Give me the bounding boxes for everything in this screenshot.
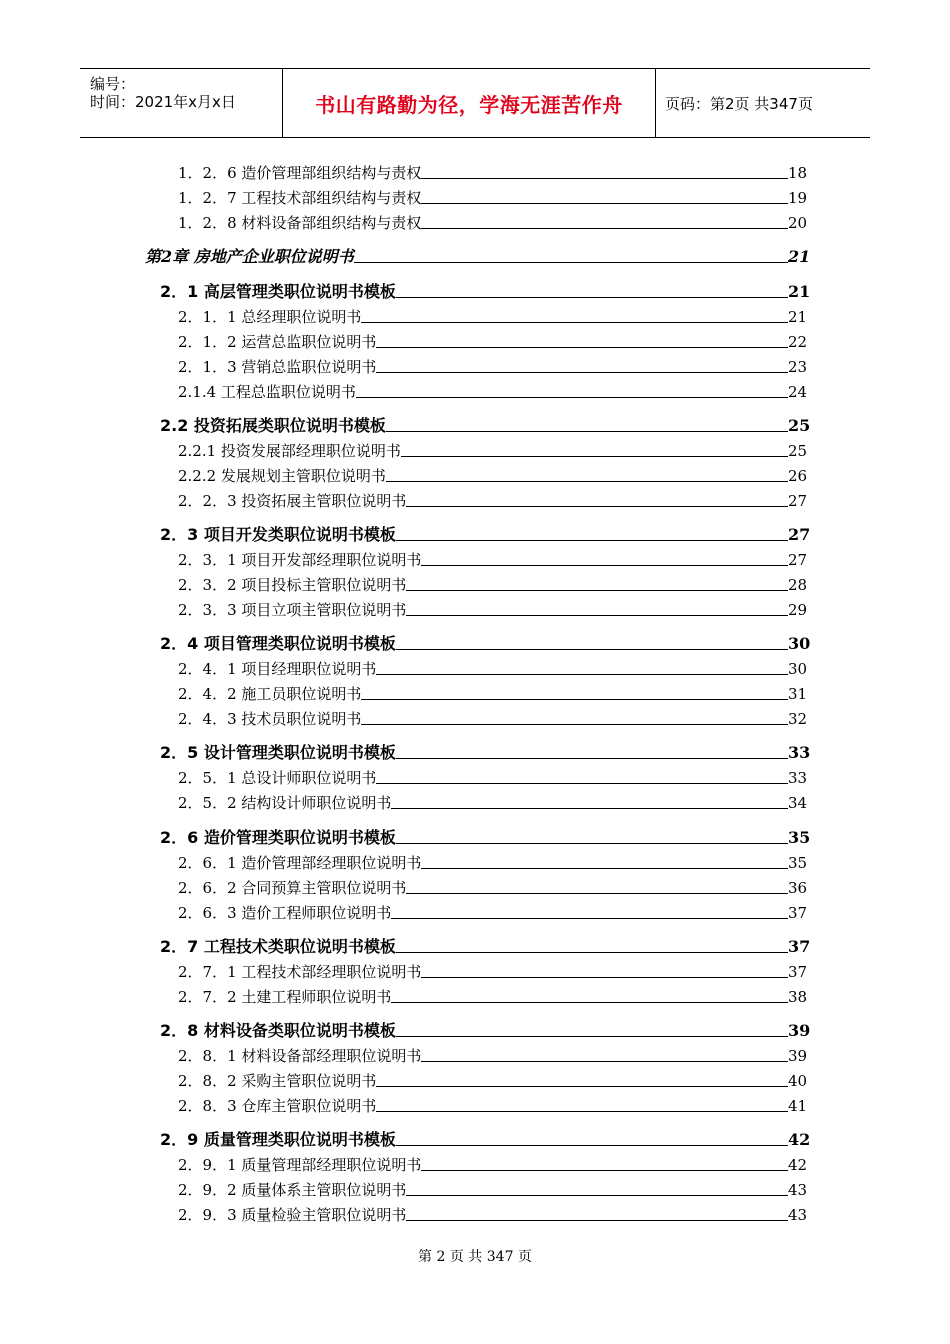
toc-entry-page: 19 <box>788 189 808 207</box>
toc-entry-label: 2．8．2 采购主管职位说明书 <box>178 1072 377 1090</box>
toc-leader-line <box>396 842 788 844</box>
toc-leader-line <box>421 202 788 204</box>
toc-leader-line <box>406 589 788 591</box>
toc-entry-page: 24 <box>788 383 808 401</box>
toc-leader-line <box>421 976 788 978</box>
toc-entry-label: 2.2.1 投资发展部经理职位说明书 <box>178 442 401 460</box>
toc-subsection-entry <box>178 488 806 510</box>
toc-leader-line <box>386 430 788 432</box>
toc-leader-line <box>421 227 788 229</box>
toc-entry-page: 33 <box>788 769 808 787</box>
toc-entry-page: 27 <box>788 492 808 510</box>
header-motto: 书山有路勤为径，学海无涯苦作舟 <box>315 92 623 117</box>
document-date: 时间：2021年x月x日 <box>90 93 236 111</box>
toc-entry-page: 22 <box>788 333 808 351</box>
toc-subsection-entry <box>178 354 806 376</box>
toc-entry-page: 35 <box>788 828 811 847</box>
toc-entry-page: 27 <box>788 525 811 544</box>
toc-chapter-entry <box>145 244 811 266</box>
toc-subsection-entry <box>178 1043 806 1065</box>
toc-entry-label: 2．9．2 质量体系主管职位说明书 <box>178 1181 407 1199</box>
toc-entry-page: 31 <box>788 685 808 703</box>
toc-entry-page: 42 <box>788 1156 808 1174</box>
toc-entry-label: 2．4．2 施工员职位说明书 <box>178 685 362 703</box>
toc-leader-line <box>356 396 788 398</box>
toc-subsection-entry <box>178 984 806 1006</box>
toc-entry-label: 2．6．3 造价工程师职位说明书 <box>178 904 392 922</box>
toc-subsection-entry <box>178 329 806 351</box>
toc-leader-line <box>396 1035 788 1037</box>
header-page-info: 页码：第2页 共347页 <box>665 94 813 113</box>
toc-section-entry <box>160 413 811 435</box>
toc-entry-page: 26 <box>788 467 808 485</box>
toc-subsection-entry <box>178 572 806 594</box>
toc-entry-label: 2．7．1 工程技术部经理职位说明书 <box>178 963 422 981</box>
toc-leader-line <box>376 1085 788 1087</box>
header-page-cell <box>655 69 870 137</box>
toc-entry-page: 39 <box>788 1047 808 1065</box>
header-meta <box>80 69 282 137</box>
toc-leader-line <box>421 867 788 869</box>
toc-leader-line <box>361 321 788 323</box>
toc-subsection-entry <box>178 547 806 569</box>
toc-section-entry <box>160 1018 811 1040</box>
toc-subsection-entry <box>178 438 806 460</box>
toc-leader-line <box>406 614 788 616</box>
toc-entry-label: 1．2．8 材料设备部组织结构与责权 <box>178 214 422 232</box>
toc-section-entry <box>160 279 811 301</box>
toc-entry-page: 25 <box>788 416 811 435</box>
toc-leader-line <box>376 782 788 784</box>
toc-leader-line <box>391 917 788 919</box>
toc-entry-label: 2．3．3 项目立项主管职位说明书 <box>178 601 407 619</box>
toc-entry-page: 33 <box>788 743 811 762</box>
toc-entry-label: 2.1.4 工程总监职位说明书 <box>178 383 356 401</box>
toc-entry-page: 21 <box>788 247 811 266</box>
toc-entry-page: 18 <box>788 164 808 182</box>
toc-entry-label: 2．9．1 质量管理部经理职位说明书 <box>178 1156 422 1174</box>
page-footer: 第 2 页 共 347 页 <box>418 1249 532 1265</box>
toc-entry-page: 36 <box>788 879 808 897</box>
toc-subsection-entry <box>178 379 806 401</box>
toc-entry-label: 2．1．2 运营总监职位说明书 <box>178 333 377 351</box>
toc-entry-label: 2．6 造价管理类职位说明书模板 <box>160 828 396 847</box>
toc-leader-line <box>376 673 788 675</box>
toc-leader-line <box>376 1110 788 1112</box>
toc-entry-label: 2．5．2 结构设计师职位说明书 <box>178 794 392 812</box>
toc-entry-label: 1．2．7 工程技术部组织结构与责权 <box>178 189 422 207</box>
toc-entry-label: 2．5 设计管理类职位说明书模板 <box>160 743 396 762</box>
toc-subsection-entry <box>178 959 806 981</box>
toc-leader-line <box>396 1144 788 1146</box>
toc-entry-page: 21 <box>788 282 811 301</box>
toc-entry-page: 35 <box>788 854 808 872</box>
toc-subsection-entry <box>178 765 806 787</box>
toc-entry-label: 2．1．3 营销总监职位说明书 <box>178 358 377 376</box>
toc-entry-page: 21 <box>788 308 808 326</box>
toc-subsection-entry <box>178 304 806 326</box>
toc-entry-label: 2．7．2 土建工程师职位说明书 <box>178 988 392 1006</box>
toc-subsection-entry <box>178 185 806 207</box>
toc-entry-page: 38 <box>788 988 808 1006</box>
toc-entry-page: 30 <box>788 660 808 678</box>
toc-section-entry <box>160 631 811 653</box>
header-motto-cell <box>282 69 656 137</box>
toc-subsection-entry <box>178 656 806 678</box>
toc-subsection-entry <box>178 1152 806 1174</box>
toc-entry-page: 34 <box>788 794 808 812</box>
toc-entry-label: 2．9．3 质量检验主管职位说明书 <box>178 1206 407 1224</box>
document-number: 编号： <box>90 75 136 93</box>
toc-entry-label: 2．9 质量管理类职位说明书模板 <box>160 1130 396 1149</box>
toc-entry-page: 32 <box>788 710 808 728</box>
toc-entry-page: 28 <box>788 576 808 594</box>
toc-subsection-entry <box>178 463 806 485</box>
toc-subsection-entry <box>178 790 806 812</box>
toc-entry-page: 29 <box>788 601 808 619</box>
toc-subsection-entry <box>178 1177 806 1199</box>
toc-entry-page: 43 <box>788 1181 808 1199</box>
toc-subsection-entry <box>178 1093 806 1115</box>
toc-entry-label: 2．1．1 总经理职位说明书 <box>178 308 362 326</box>
toc-leader-line <box>354 261 788 263</box>
toc-subsection-entry <box>178 1202 806 1224</box>
toc-section-entry <box>160 1127 811 1149</box>
toc-leader-line <box>396 648 788 650</box>
toc-entry-label: 2．2．3 投资拓展主管职位说明书 <box>178 492 407 510</box>
toc-leader-line <box>396 757 788 759</box>
toc-entry-page: 43 <box>788 1206 808 1224</box>
toc-entry-page: 27 <box>788 551 808 569</box>
toc-leader-line <box>406 505 788 507</box>
toc-subsection-entry <box>178 597 806 619</box>
toc-entry-label: 2．4．3 技术员职位说明书 <box>178 710 362 728</box>
toc-entry-page: 42 <box>788 1130 811 1149</box>
toc-subsection-entry <box>178 900 806 922</box>
toc-leader-line <box>396 539 788 541</box>
toc-subsection-entry <box>178 706 806 728</box>
toc-section-entry <box>160 740 811 762</box>
toc-entry-label: 第2章 房地产企业职位说明书 <box>145 247 354 266</box>
toc-subsection-entry <box>178 681 806 703</box>
toc-entry-label: 2．4 项目管理类职位说明书模板 <box>160 634 396 653</box>
toc-entry-label: 2．6．2 合同预算主管职位说明书 <box>178 879 407 897</box>
toc-leader-line <box>391 807 788 809</box>
toc-entry-label: 2．7 工程技术类职位说明书模板 <box>160 937 396 956</box>
toc-leader-line <box>406 1194 788 1196</box>
toc-leader-line <box>406 892 788 894</box>
toc-leader-line <box>421 564 788 566</box>
toc-leader-line <box>376 346 788 348</box>
toc-entry-label: 2．3．2 项目投标主管职位说明书 <box>178 576 407 594</box>
toc-subsection-entry <box>178 160 806 182</box>
toc-subsection-entry <box>178 210 806 232</box>
toc-leader-line <box>391 1001 788 1003</box>
toc-leader-line <box>406 1219 788 1221</box>
toc-entry-label: 2．5．1 总设计师职位说明书 <box>178 769 377 787</box>
toc-leader-line <box>401 455 788 457</box>
toc-entry-page: 39 <box>788 1021 811 1040</box>
toc-leader-line <box>396 951 788 953</box>
toc-leader-line <box>386 480 788 482</box>
page-header <box>80 68 870 138</box>
toc-entry-page: 37 <box>788 963 808 981</box>
toc-entry-page: 23 <box>788 358 808 376</box>
toc-entry-label: 1．2．6 造价管理部组织结构与责权 <box>178 164 422 182</box>
toc-section-entry <box>160 934 811 956</box>
toc-entry-label: 2．8．1 材料设备部经理职位说明书 <box>178 1047 422 1065</box>
toc-leader-line <box>421 177 788 179</box>
toc-entry-label: 2.2 投资拓展类职位说明书模板 <box>160 416 386 435</box>
toc-section-entry <box>160 825 811 847</box>
toc-subsection-entry <box>178 850 806 872</box>
toc-entry-label: 2．8．3 仓库主管职位说明书 <box>178 1097 377 1115</box>
toc-entry-label: 2．3．1 项目开发部经理职位说明书 <box>178 551 422 569</box>
toc-entry-page: 30 <box>788 634 811 653</box>
toc-leader-line <box>361 698 788 700</box>
toc-leader-line <box>396 296 788 298</box>
toc-entry-label: 2.2.2 发展规划主管职位说明书 <box>178 467 386 485</box>
toc-leader-line <box>421 1169 788 1171</box>
toc-entry-label: 2．1 高层管理类职位说明书模板 <box>160 282 396 301</box>
toc-section-entry <box>160 522 811 544</box>
toc-entry-page: 40 <box>788 1072 808 1090</box>
toc-leader-line <box>376 371 788 373</box>
toc-subsection-entry <box>178 1068 806 1090</box>
toc-entry-label: 2．6．1 造价管理部经理职位说明书 <box>178 854 422 872</box>
toc-leader-line <box>361 723 788 725</box>
toc-leader-line <box>421 1060 788 1062</box>
toc-entry-page: 41 <box>788 1097 808 1115</box>
toc-entry-label: 2．4．1 项目经理职位说明书 <box>178 660 377 678</box>
toc-entry-label: 2．3 项目开发类职位说明书模板 <box>160 525 396 544</box>
toc-entry-page: 25 <box>788 442 808 460</box>
toc-entry-label: 2．8 材料设备类职位说明书模板 <box>160 1021 396 1040</box>
toc-entry-page: 20 <box>788 214 808 232</box>
toc-entry-page: 37 <box>788 904 808 922</box>
toc-subsection-entry <box>178 875 806 897</box>
toc-entry-page: 37 <box>788 937 811 956</box>
